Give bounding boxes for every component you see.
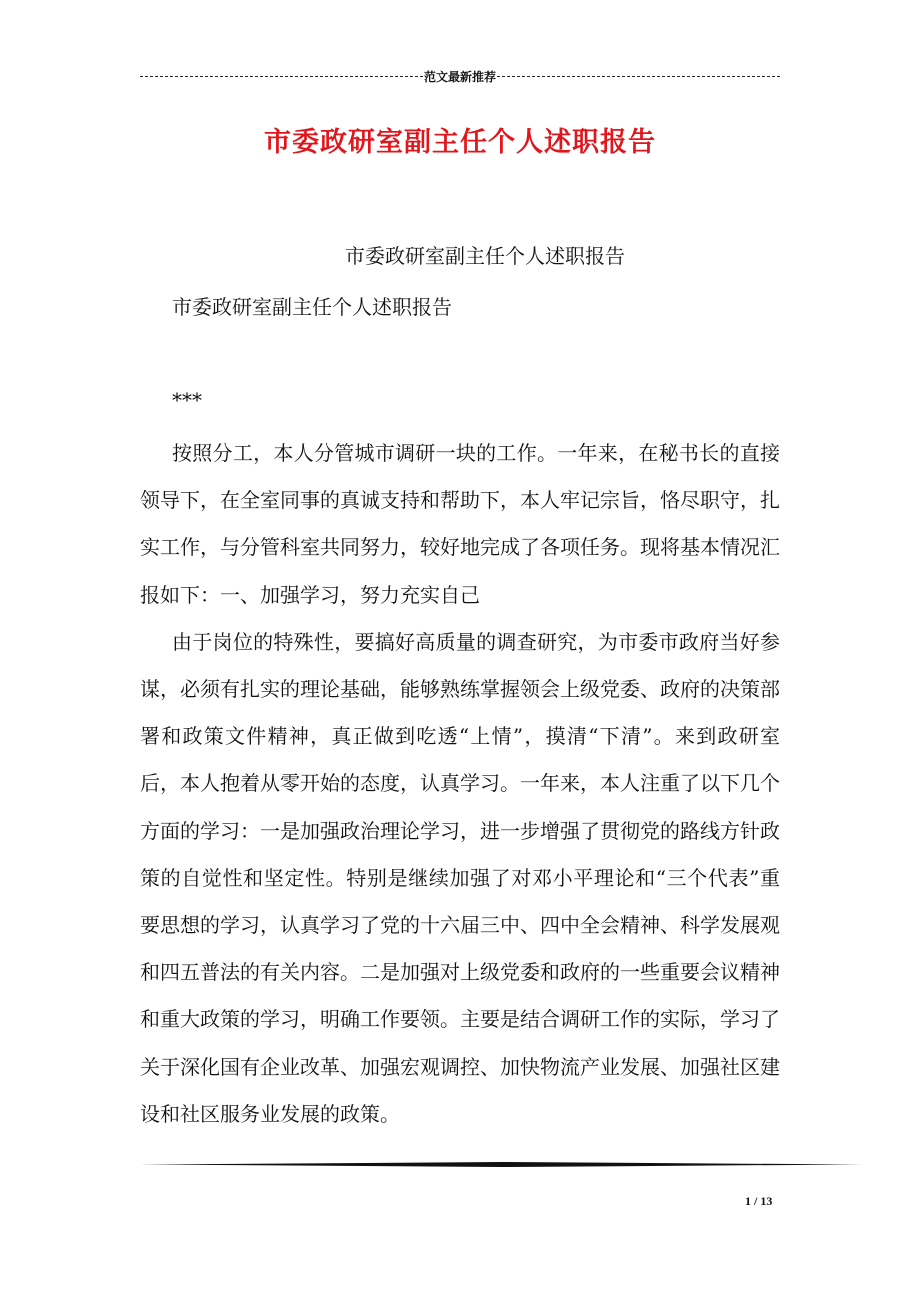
- header-dash-left: [140, 76, 423, 77]
- paragraph-1: 按照分工，本人分管城市调研一块的工作。一年来，在秘书长的直接领导下，在全室同事的真诚支持和帮助下，本人牢记宗旨，恪尽职守，扎实工作，与分管科室共同努力，较好地完成了各项任务。现将基本情况汇报如下：一、加强学习，努力充实自己: [140, 441, 780, 607]
- header-dash-right: [497, 76, 780, 77]
- paragraph-2: 由于岗位的特殊性，要搞好高质量的调查研究，为市委市政府当好参谋，必须有扎实的理论基础，能够熟练掌握领会上级党委、政府的决策部署和政策文件精神，真正做到吃透“上情”，摸清“下清”。来到政研室后，本人抱着从零开始的态度，认真学习。一年来，本人注重了以下几个方面的学习：一是加强政治理论学习，进一步增强了贯彻党的路线方针政策的自觉性和坚定性。特别是继续加强了对邓小平理论和“三个代表”重要思想的学习，认真学习了党的十六届三中、四中全会精神、科学发展观和四五普法的有关内容。二是加强对上级党委和政府的一些重要会议精神和重大政策的学习，明确工作要领。主要是结合调研工作的实际，学习了关于深化国有企业改革、加强宏观调控、加快物流产业发展、加强社区建设和社区服务业发展的政策。: [140, 629, 780, 1126]
- document-title: 市委政研室副主任个人述职报告: [264, 127, 656, 158]
- subtitle-centered: 市委政研室副主任个人述职报告: [345, 244, 625, 268]
- section-separator: ***: [172, 388, 202, 412]
- header-label: 范文最新推荐: [424, 69, 497, 84]
- page-header: [140, 68, 780, 84]
- page-number: 1 / 13: [745, 1194, 773, 1208]
- body-text: [140, 430, 780, 1138]
- footer-rule: [140, 1162, 862, 1167]
- subtitle-left: 市委政研室副主任个人述职报告: [172, 295, 452, 319]
